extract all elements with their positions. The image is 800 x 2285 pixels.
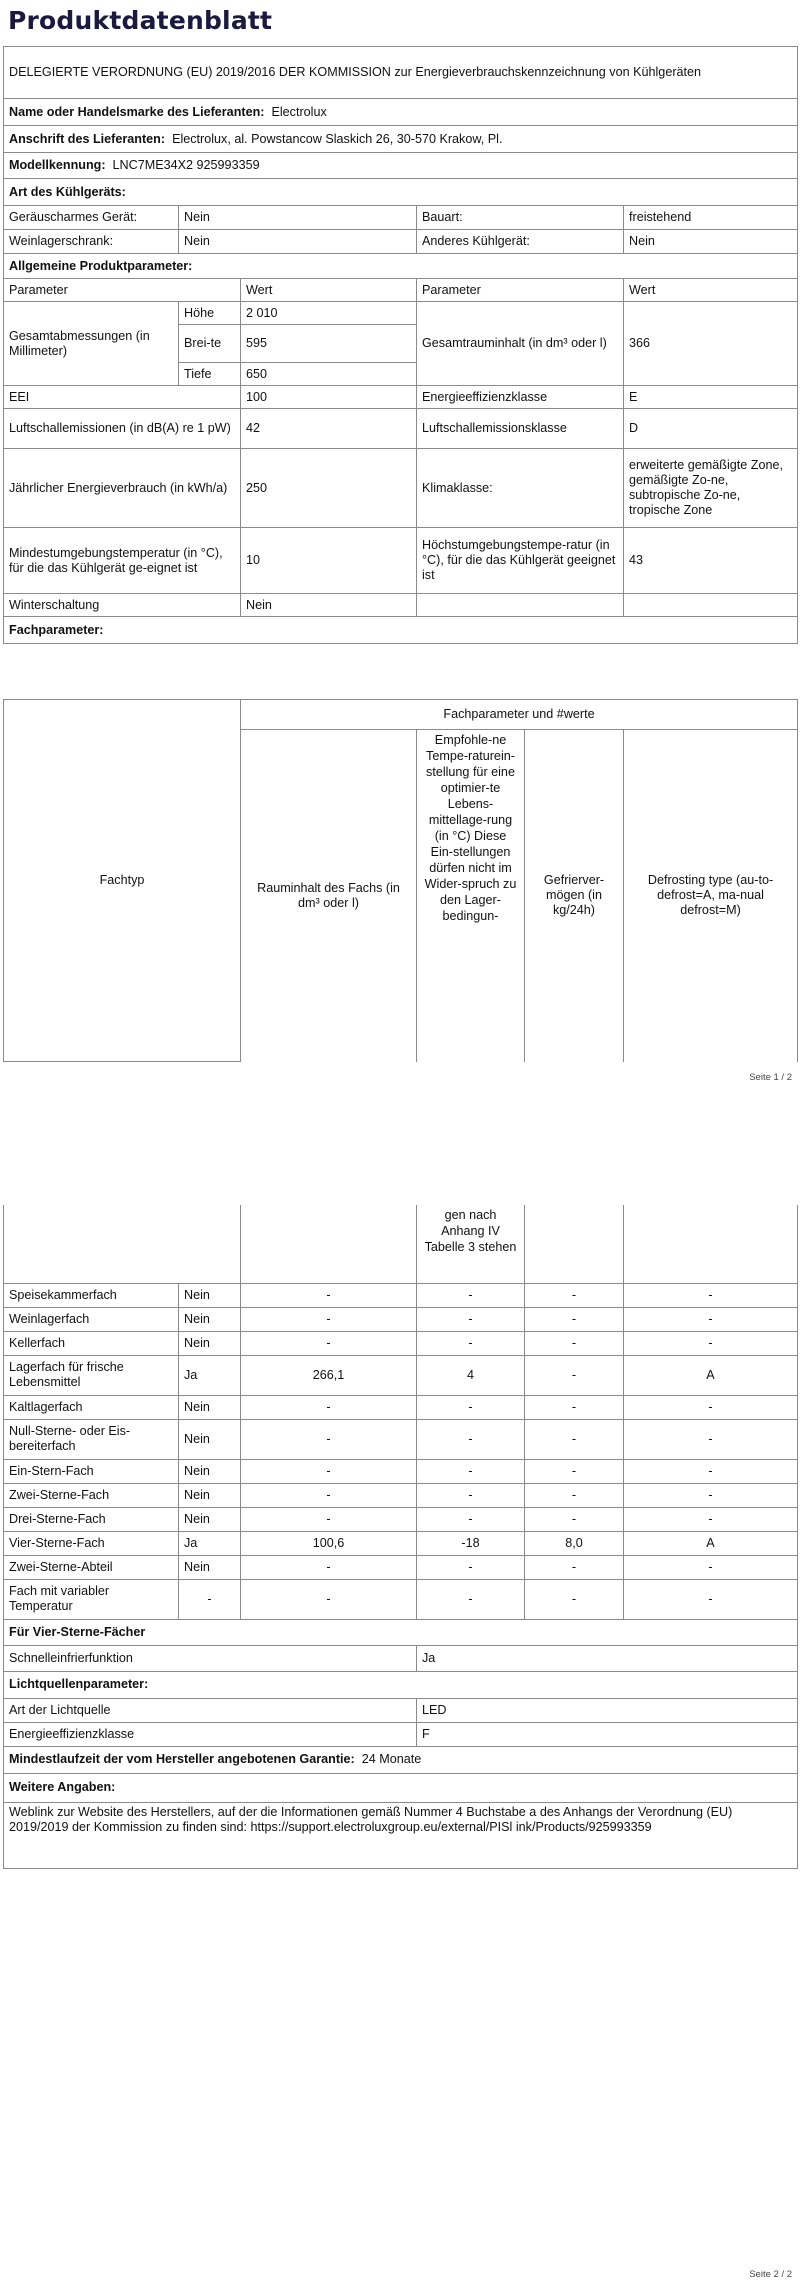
- col-freeze: Gefrierver-mögen (in kg/24h): [525, 730, 624, 1062]
- compartment-freeze: -: [525, 1419, 624, 1459]
- compartment-temperature: -: [417, 1307, 525, 1331]
- compartment-type-label: Fachtyp: [4, 700, 241, 1062]
- compartment-present: Nein: [179, 1507, 241, 1531]
- four-star-header: Für Vier-Sterne-Fächer: [4, 1619, 798, 1645]
- supplier-value: Electrolux: [271, 104, 327, 119]
- compartment-row: [4, 1307, 798, 1331]
- winter-row: Winterschaltung Nein: [4, 594, 798, 617]
- regulation-text: DELEGIERTE VERORDNUNG (EU) 2019/2016 DER KOMMISSION zur Energieverbrauchskennzeichnung von Kühlgeräten: [4, 47, 798, 99]
- compartment-present: Nein: [179, 1307, 241, 1331]
- compartment-temperature: -: [417, 1579, 525, 1619]
- compartment-volume: -: [241, 1307, 417, 1331]
- device-type-row: Geräuscharmes Gerät: Nein Bauart: freistehend: [4, 206, 798, 230]
- further-text: Weblink zur Website des Herstellers, auf der die Informationen gemäß Nummer 4 Buchstabe a des Anhangs der Verordnung (EU) 2019/2019 der Kommission zu finden sind: https://support.electroluxgroup.eu/external/PISl ink/Products/925993359: [4, 1802, 798, 1868]
- page-title: Produktdatenblatt: [8, 6, 273, 35]
- light-row: Art der Lichtquelle LED: [4, 1698, 798, 1722]
- light-header: Lichtquellenparameter:: [4, 1671, 798, 1698]
- compartment-volume: -: [241, 1555, 417, 1579]
- compartment-defrost: -: [624, 1283, 798, 1307]
- compartment-name: Kellerfach: [4, 1331, 179, 1355]
- compartments-header: Fachparameter:: [4, 617, 798, 644]
- general-row: EEI 100 Energieeffizienzklasse E: [4, 386, 798, 409]
- model-value: LNC7ME34X2 925993359: [112, 158, 260, 172]
- compartment-freeze: 8,0: [525, 1531, 624, 1555]
- compartment-temperature: -: [417, 1395, 525, 1419]
- compartment-volume: -: [241, 1419, 417, 1459]
- volume-value: 366: [624, 302, 798, 386]
- general-row: Jährlicher Energieverbrauch (in kWh/a) 250 Klimaklasse: erweiterte gemäßigte Zone, gemäßigte Zo-ne, subtropische Zo-ne, tropische Zone: [4, 449, 798, 528]
- warranty-value: 24 Monate: [361, 1752, 422, 1766]
- compartment-volume: -: [241, 1331, 417, 1355]
- compartment-row: [4, 1331, 798, 1355]
- col-temperature-continued: gen nach Anhang IV Tabelle 3 stehen: [417, 1205, 525, 1283]
- device-type-header: Art des Kühlgeräts:: [4, 179, 798, 206]
- supplier-row: [4, 99, 798, 126]
- compartment-row: [4, 1355, 798, 1395]
- compartment-present: Ja: [179, 1355, 241, 1395]
- compartment-freeze: -: [525, 1555, 624, 1579]
- compartment-name: Vier-Sterne-Fach: [4, 1531, 179, 1555]
- compartment-present: -: [179, 1579, 241, 1619]
- light-row: Energieeffizienzklasse F: [4, 1722, 798, 1746]
- dimension-row-depth: Tiefe 650: [4, 363, 798, 386]
- compartment-group-label: Fachparameter und #werte: [241, 700, 798, 730]
- compartment-name: Ein-Stern-Fach: [4, 1459, 179, 1483]
- compartment-volume: -: [241, 1483, 417, 1507]
- further-header: Weitere Angaben:: [4, 1773, 798, 1802]
- general-row: Luftschallemissionen (in dB(A) re 1 pW) 42 Luftschallemissionsklasse D: [4, 409, 798, 449]
- compartment-temperature: -: [417, 1331, 525, 1355]
- compartment-temperature: -18: [417, 1531, 525, 1555]
- compartment-name: Drei-Sterne-Fach: [4, 1507, 179, 1531]
- address-row: [4, 126, 798, 153]
- dimension-row-height: Gesamtabmessungen (in Millimeter) Höhe 2 010 Gesamtrauminhalt (in dm³ oder l) 366: [4, 302, 798, 325]
- compartment-freeze: -: [525, 1483, 624, 1507]
- compartment-volume: 266,1: [241, 1355, 417, 1395]
- compartment-present: Nein: [179, 1419, 241, 1459]
- compartment-name: Zwei-Sterne-Abteil: [4, 1555, 179, 1579]
- compartment-row: [4, 1531, 798, 1555]
- general-header: Allgemeine Produktparameter:: [4, 254, 798, 279]
- compartment-present: Nein: [179, 1331, 241, 1355]
- col-volume: Rauminhalt des Fachs (in dm³ oder l): [241, 730, 417, 1062]
- compartment-freeze: -: [525, 1579, 624, 1619]
- compartment-volume: -: [241, 1459, 417, 1483]
- compartment-defrost: -: [624, 1579, 798, 1619]
- compartment-freeze: -: [525, 1507, 624, 1531]
- compartment-name: Zwei-Sterne-Fach: [4, 1483, 179, 1507]
- compartment-row: [4, 1507, 798, 1531]
- general-column-header: Parameter Wert Parameter Wert: [4, 279, 798, 302]
- compartment-name: Kaltlagerfach: [4, 1395, 179, 1419]
- compartment-row: [4, 1483, 798, 1507]
- compartment-temperature: -: [417, 1483, 525, 1507]
- compartment-freeze: -: [525, 1395, 624, 1419]
- compartment-defrost: -: [624, 1459, 798, 1483]
- address-label: Anschrift des Lieferanten:: [9, 131, 166, 146]
- compartment-temperature: -: [417, 1555, 525, 1579]
- compartment-volume: 100,6: [241, 1531, 417, 1555]
- compartment-defrost: -: [624, 1507, 798, 1531]
- compartment-present: Nein: [179, 1283, 241, 1307]
- compartment-freeze: -: [525, 1331, 624, 1355]
- compartment-defrost: -: [624, 1419, 798, 1459]
- compartment-row: [4, 1283, 798, 1307]
- compartment-defrost: -: [624, 1307, 798, 1331]
- col-defrost: Defrosting type (au-to-defrost=A, ma-nual defrost=M): [624, 730, 798, 1062]
- compartment-defrost: -: [624, 1331, 798, 1355]
- compartment-volume: -: [241, 1395, 417, 1419]
- compartment-defrost: -: [624, 1395, 798, 1419]
- page-footer: Seite 2 / 2: [749, 2269, 792, 2280]
- volume-label: Gesamtrauminhalt (in dm³ oder l): [417, 302, 624, 386]
- compartment-defrost: A: [624, 1355, 798, 1395]
- compartment-name: Lagerfach für frische Lebensmittel: [4, 1355, 179, 1395]
- compartment-temperature: 4: [417, 1355, 525, 1395]
- datasheet-table-page-1: [3, 46, 798, 644]
- quick-freeze-row: Schnelleinfrierfunktion Ja: [4, 1645, 798, 1671]
- general-row: Mindestumgebungstemperatur (in °C), für die das Kühlgerät ge-eignet ist 10 Höchstumgebungstempe-ratur (in °C), für die das Kühlgerät geeignet ist 43: [4, 528, 798, 594]
- address-value: Electrolux, al. Powstancow Slaskich 26, 30-570 Krakow, Pl.: [172, 131, 503, 146]
- compartment-present: Nein: [179, 1459, 241, 1483]
- compartment-name: Null-Sterne- oder Eis-bereiterfach: [4, 1419, 179, 1459]
- compartment-temperature: -: [417, 1459, 525, 1483]
- compartment-header-table: [3, 699, 798, 1062]
- compartment-freeze: -: [525, 1283, 624, 1307]
- compartment-freeze: -: [525, 1355, 624, 1395]
- page-footer: Seite 1 / 2: [749, 1072, 792, 1083]
- compartment-freeze: -: [525, 1307, 624, 1331]
- compartment-row: [4, 1395, 798, 1419]
- device-type-row: Weinlagerschrank: Nein Anderes Kühlgerät: Nein: [4, 230, 798, 254]
- compartment-defrost: -: [624, 1555, 798, 1579]
- compartment-row: [4, 1555, 798, 1579]
- compartment-name: Fach mit variabler Temperatur: [4, 1579, 179, 1619]
- model-label: Modellkennung:: [9, 158, 106, 172]
- compartment-volume: -: [241, 1579, 417, 1619]
- compartment-name: Speisekammerfach: [4, 1283, 179, 1307]
- col-temperature: Empfohle-ne Tempe-raturein-stellung für eine optimier-te Lebens-mittellage-rung (in °C) Diese Ein-stellungen dürfen nicht im Wider-spruch zu den Lager-bedingun-: [417, 730, 525, 1062]
- model-row: [4, 153, 798, 179]
- compartment-defrost: A: [624, 1531, 798, 1555]
- compartment-temperature: -: [417, 1419, 525, 1459]
- compartment-row: [4, 1459, 798, 1483]
- compartment-volume: -: [241, 1507, 417, 1531]
- compartment-present: Nein: [179, 1483, 241, 1507]
- compartment-freeze: -: [525, 1459, 624, 1483]
- compartment-temperature: -: [417, 1283, 525, 1307]
- compartment-row: [4, 1579, 798, 1619]
- dimension-row-width: Brei-te 595: [4, 325, 798, 363]
- dimensions-label: Gesamtabmessungen (in Millimeter): [4, 302, 179, 386]
- compartment-row: [4, 1419, 798, 1459]
- supplier-label: Name oder Handelsmarke des Lieferanten:: [9, 104, 265, 119]
- compartment-name: Weinlagerfach: [4, 1307, 179, 1331]
- compartment-temperature: -: [417, 1507, 525, 1531]
- compartment-volume: -: [241, 1283, 417, 1307]
- compartment-defrost: -: [624, 1483, 798, 1507]
- compartment-present: Nein: [179, 1555, 241, 1579]
- compartment-present: Nein: [179, 1395, 241, 1419]
- compartment-present: Ja: [179, 1531, 241, 1555]
- warranty-label: Mindestlaufzeit der vom Hersteller angebotenen Garantie:: [9, 1752, 355, 1766]
- compartment-table: [3, 1205, 798, 1869]
- warranty-row: [4, 1746, 798, 1773]
